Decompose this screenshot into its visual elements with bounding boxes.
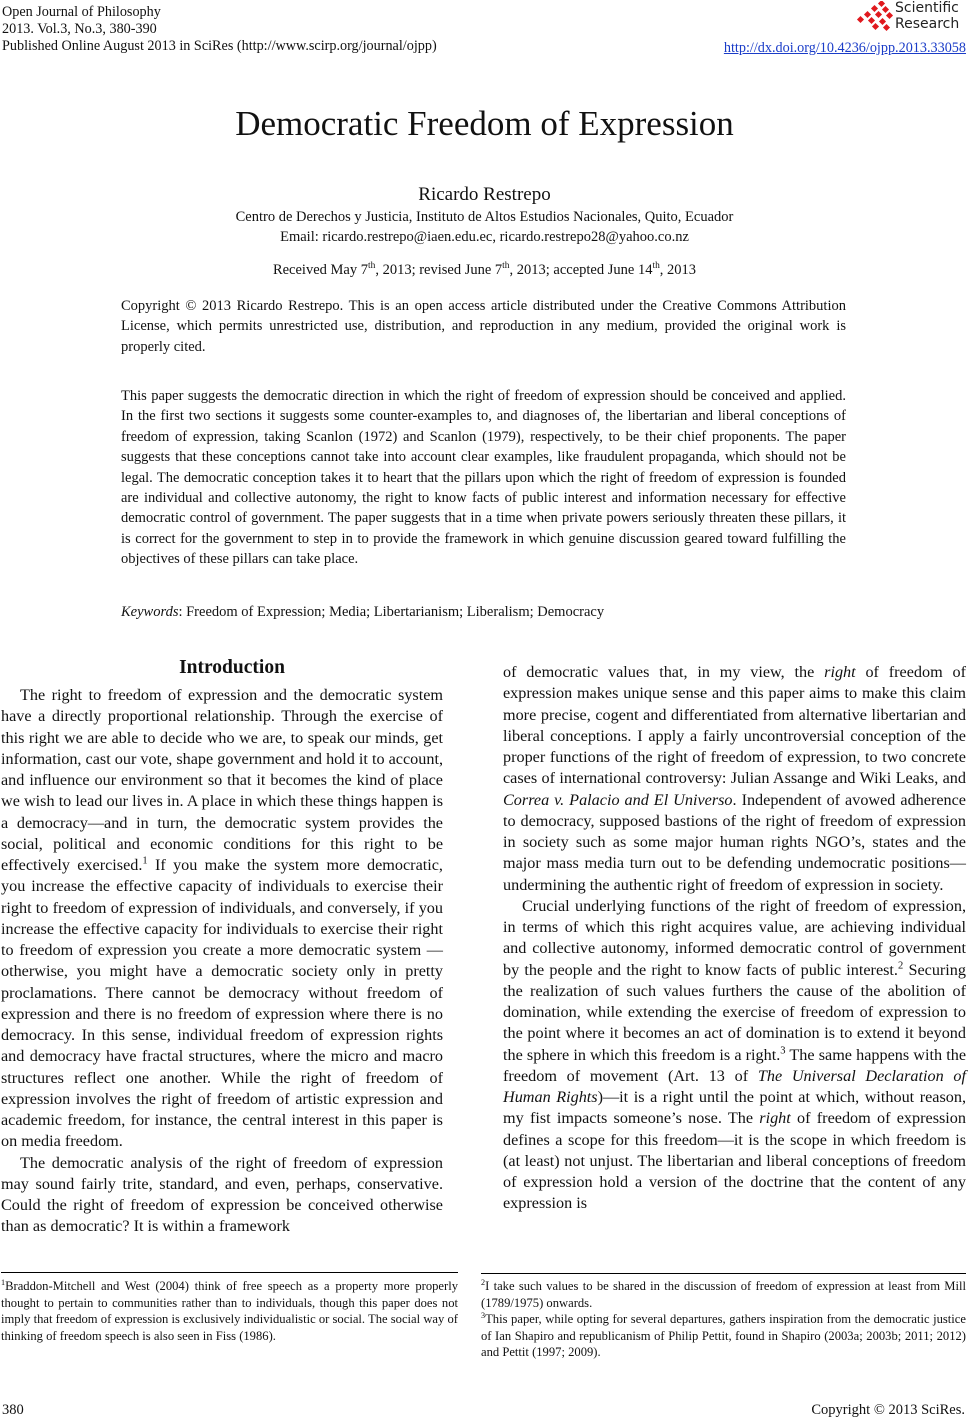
email: Email: ricardo.restrepo@iaen.edu.ec, ricardo.restrepo28@yahoo.co.nz xyxy=(280,229,689,245)
paper-title: Democratic Freedom of Expression xyxy=(235,104,734,143)
author-name: Ricardo Restrepo xyxy=(418,184,551,205)
paragraph: of democratic values that, in my view, the right of freedom of expression makes unique sense and this paper aims to make this claim more precise, cogent and differentiated from alternative libertarian and liberal conceptions. I apply a fairly uncontroversial conception of the proper functions of the right of freedom of expression, to two concrete cases of international controversy: Julian Assange and Wiki Leaks, and Correa v. Palacio and El Universo. Independent of avowed adherence to democracy, supposed bastions of the right of freedom of expression in society such as some major human rights NGO’s, states and the major mass media turn out to be defending undemocratic positions—undermining the authentic right of freedom of expression in society. xyxy=(503,663,967,894)
keywords xyxy=(121,604,604,621)
doi-link[interactable]: http://dx.doi.org/10.4236/ojpp.2013.33058 xyxy=(723,40,966,56)
paragraph: Crucial underlying functions of the right of freedom of expression, in terms of which this right acquires value, are achieving individual and collective autonomy, informed democratic control of government by the people and the right to know facts of public interest.$^2$ Securing the realization of such values furthers the cause of the abolition of domination, while extending the exercise of freedom of expression to the point where it becomes an act of domination is to extend it beyond the sphere in which this freedom is a right.$^3$ The same happens with the freedom of movement (Art. 13 of The Universal Declaration of Human Rights)—it is a right until the point at which, without reason, my fist impacts someone’s nose. The right of freedom of expression defines a scope for this freedom—it is the scope in which freedom is (at least) not unjust. The libertarian and liberal conceptions of freedom of expression hold a version of the doctrine that the content of any expression is xyxy=(503,896,967,1213)
abstract: This paper suggests the democratic direction in which the right of freedom of expression should be conceived and applied. In the first two sections it suggests some counter-examples to, and diagnoses of, the libertarian and liberal conceptions of freedom of expression, taking Scanlon (1972) and Scanlon (1979), respectively, to be their chief proponents. The paper suggests that these conceptions cannot take into account clear examples, like fraudulent propaganda, which should not be legal. The democratic conception takes it to heart that the pillars upon which the right of freedom of expression is founded are individual and collective autonomy, the right to know facts of public interest and information necessary for effective democratic control of government. The paper suggests that in a time when private powers seriously threaten these pillars, it is correct for the government to step in to provide the framework in which genuine discussion geared toward fulfilling the objectives of these pillars can take place. xyxy=(121,388,846,568)
doi-link-container xyxy=(724,40,966,57)
footnote-1: $^1$Braddon-Mitchell and West (2004) think of free speech as a property more properly thought to pertain to communities rather than to individuals, though this paper does not imply that freedom of expression is exclusively individualistic or social. The social way of thinking of freedom speech is also seen in Fiss (1986). xyxy=(1,1277,458,1343)
footnotes-right xyxy=(481,1278,966,1361)
keywords-text: : Freedom of Expression; Media; Libertarianism; Liberalism; Democracy xyxy=(178,604,605,620)
paragraph: The right to freedom of expression and the democratic system have a directly proportional relationship. Through the exercise of this right we are able to decide who we are, to speak our minds, get information, cast our vote, shape government and hold it to account, and influence our environment so that it becomes the kind of place we wish to lead our lives in. A place in which these things happen is a democracy—and in turn, the democratic system provides the social, political and economic conditions for this right to be effectively exercised.$^1$ If you make the system more democratic, you increase the effective capacity of individuals to exercise their right to freedom of expression of individuals, and conversely, if you increase the effective capacity for individuals to exercise their right to freedom of expression you create a more democratic system —otherwise, you might have a democratic society only in pretty proclamations. There cannot be democracy without freedom of expression and there is no freedom of expression where there is no democracy. In this sense, individual freedom of expression rights and democracy have fractal structures, where the micro and macro structures reflect one another. While the right of freedom of expression involves the right of freedom of artistic expression and academic freedom, for instance, the central interest in this paper is on media freedom. xyxy=(1,686,443,1151)
footnote-ref-1[interactable]: 1 xyxy=(142,855,148,867)
footnote-3: $^3$This paper, while opting for several departures, gathers inspiration from the democratic justice of Ian Shapiro and republicanism of Philip Pettit, found in Shapiro (2003a; 2003b; 2011; 2012) and Pettit (1997; 2009). xyxy=(481,1310,966,1359)
footnote-2: $^2$I take such values to be shared in the discussion of freedom of expression at least from Mill (1789/1975) onwards. xyxy=(481,1277,966,1310)
author-affiliation xyxy=(0,207,969,247)
footnote-divider xyxy=(1,1272,458,1273)
journal-name: Open Journal of Philosophy xyxy=(2,4,161,20)
paragraph: The democratic analysis of the right of freedom of expression may sound fairly trite, standard, and even, perhaps, conservative. Could the right of freedom of expression be conceived otherwise than as democratic? It is within a framework xyxy=(1,1153,443,1236)
journal-header xyxy=(2,4,437,55)
journal-volume: 2013. Vol.3, No.3, 380-390 xyxy=(2,21,157,37)
journal-published: Published Online August 2013 in SciRes (http://www.scirp.org/journal/ojpp) xyxy=(2,38,437,54)
copyright-notice: Copyright © 2013 Ricardo Restrepo. This is an open access article distributed under the Creative Commons Attribution License, which permits unrestricted use, distribution, and reproduction in any medium, provided the original work is properly cited. xyxy=(121,298,846,355)
right-column xyxy=(503,662,966,1215)
footnote-ref-3[interactable]: 3 xyxy=(780,1045,786,1057)
affiliation: Centro de Derechos y Justicia, Instituto de Altos Estudios Nacionales, Quito, Ecuador xyxy=(235,209,734,225)
section-heading-introduction: Introduction xyxy=(179,657,285,678)
keywords-label: Keywords xyxy=(121,604,179,620)
footnote-divider xyxy=(481,1273,966,1274)
article-dates: Received May 7th, 2013; revised June 7th, 2013; accepted June 14th, 2013 xyxy=(272,261,697,278)
page-number: 380 xyxy=(2,1402,24,1418)
footnote-ref-2[interactable]: 2 xyxy=(897,960,904,972)
left-column xyxy=(1,685,443,1238)
diamond-logo-icon xyxy=(855,1,895,35)
logo-text: Scientific Research xyxy=(895,0,960,32)
footer-copyright: Copyright © 2013 SciRes. xyxy=(811,1402,965,1418)
scientific-research-logo xyxy=(855,0,965,36)
